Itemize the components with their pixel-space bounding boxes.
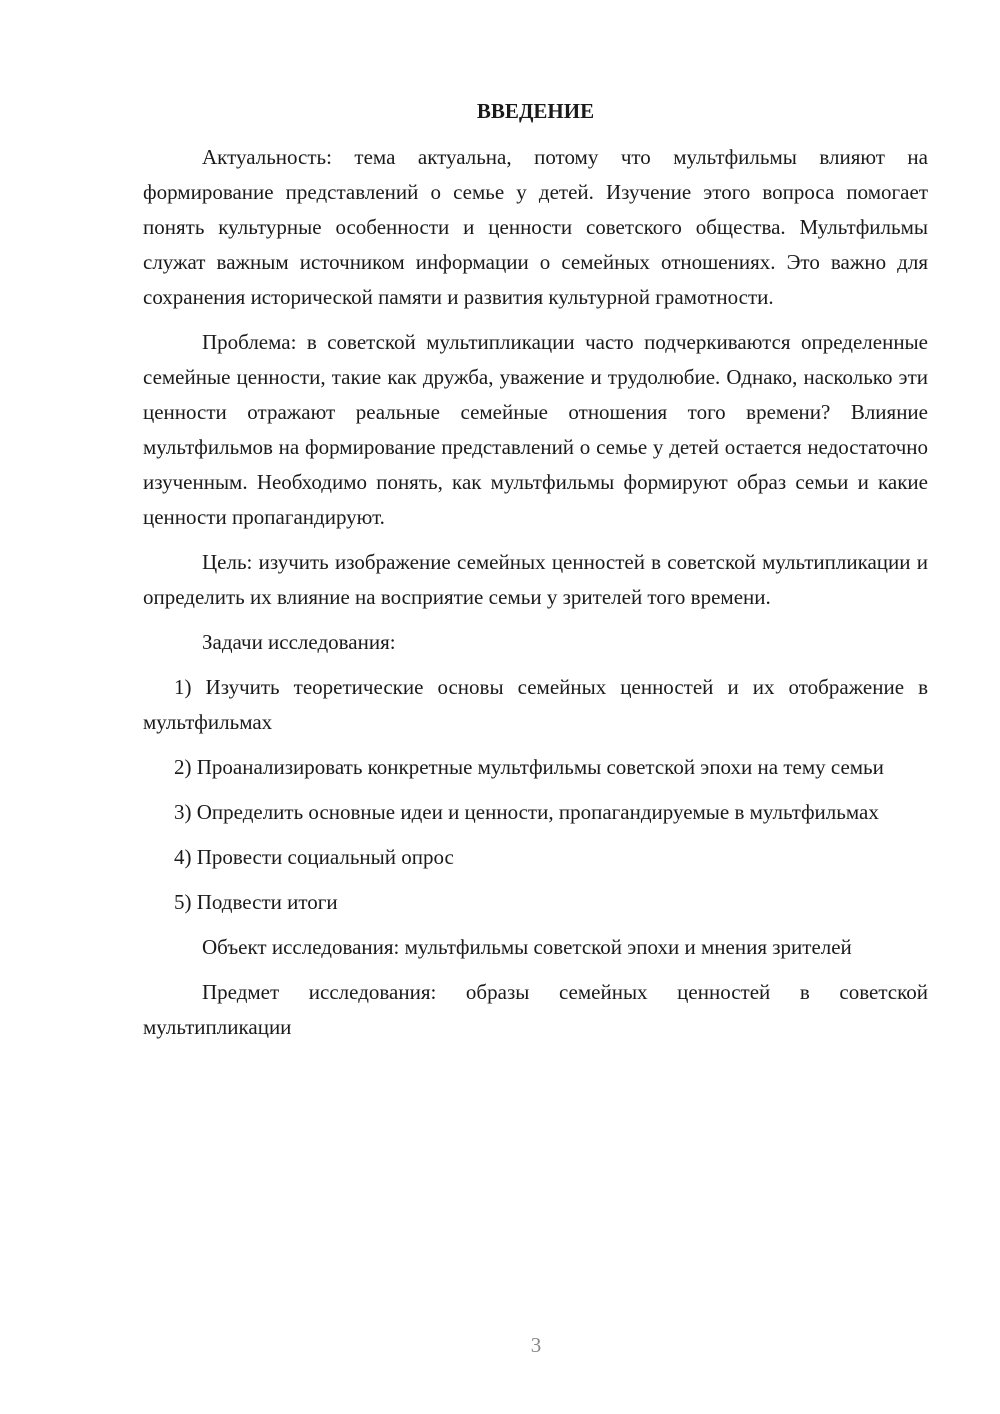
problem-paragraph: Проблема: в советской мультипликации часто подчеркиваются определенные семейные ценности, такие как дружба, уважение и трудолюбие. Однако, насколько эти ценности отражают реальные семейные отношения того времени? Влияние мультфильмов на формирование представлений о семье у детей остается недостаточно изученным. Необходимо понять, как мультфильмы формируют образ семьи и какие ценности пропагандируют.: [143, 330, 928, 529]
task-item-1: 1) Изучить теоретические основы семейных ценностей и их отображение в мультфильмах: [143, 675, 928, 734]
task-item-4: 4) Провести социальный опрос: [174, 845, 454, 869]
task-item-2: 2) Проанализировать конкретные мультфильмы советской эпохи на тему семьи: [174, 755, 884, 779]
page-title: ВВЕДЕНИЕ: [476, 99, 595, 123]
research-subject-paragraph: Предмет исследования: образы семейных ценностей в советской мультипликации: [143, 980, 928, 1039]
goal-paragraph: Цель: изучить изображение семейных ценностей в советской мультипликации и определить их влияние на восприятие семьи у зрителей того времени.: [143, 550, 928, 609]
tasks-title: Задачи исследования:: [202, 630, 396, 654]
task-item-5: 5) Подвести итоги: [174, 890, 338, 914]
page-number: 3: [530, 1333, 542, 1357]
task-item-3: 3) Определить основные идеи и ценности, пропагандируемые в мультфильмах: [174, 800, 879, 824]
relevance-paragraph: Актуальность: тема актуальна, потому что мультфильмы влияют на формирование представлений о семье у детей. Изучение этого вопроса помогает понять культурные особенности и ценности советского общества. Мультфильмы служат важным источником информации о семейных отношениях. Это важно для сохранения исторической памяти и развития культурной грамотности.: [143, 145, 928, 309]
document-page: [143, 96, 928, 1045]
research-object-paragraph: Объект исследования: мультфильмы советской эпохи и мнения зрителей: [202, 935, 852, 959]
